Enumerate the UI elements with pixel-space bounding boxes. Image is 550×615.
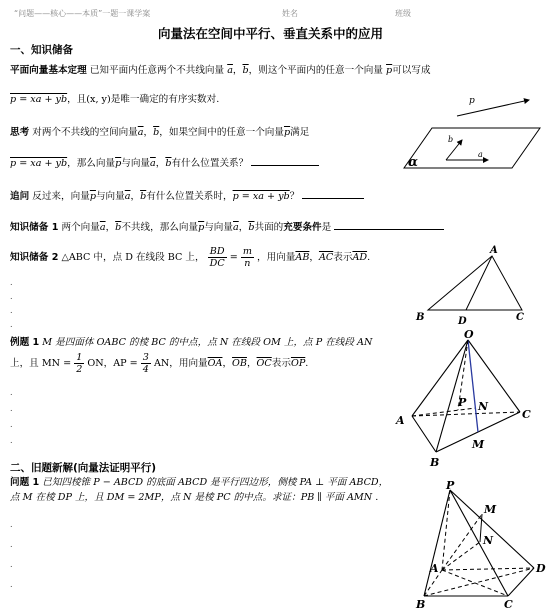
segment-om [468, 340, 478, 432]
blank-mark: . [10, 420, 13, 429]
plane-alpha [404, 128, 540, 168]
planar-theorem-line1: 平面向量基本定理 已知平面内任意两个不共线向量 $\overline{a}$，$\overline{b}$，则这个平面内的任意一个向量 $\overline{p}$可以写成 [10, 65, 431, 76]
triangle-abc [428, 256, 522, 310]
tetra-label-o: O [464, 328, 474, 341]
knowledge-2-line: 知识储备 2 △ABC 中，点 D 在线段 BC 上， $\frac{BD}{DC}$ = $\frac{m}{n}$ ，用向量$\overline{AB}$，$\overline{AC}$表示$\overline{AD}$. [10, 246, 371, 269]
page-title: 向量法在空间中平行、垂直关系中的应用 [158, 26, 384, 41]
pyr-label-c: C [504, 598, 513, 611]
vector-a-label: a [478, 150, 483, 159]
blank-mark: . [10, 540, 13, 549]
tetra-label-a: A [396, 414, 405, 427]
triangle-abc-figure [410, 244, 540, 326]
section-knowledge: 一、知识储备 [10, 44, 73, 56]
think-line2: p = xa + yb，那么向量$\overline{p}$与向量$\overline{a}$，$\overline{b}$有什么位置关系？ [10, 155, 319, 170]
pyr-label-p: P [446, 480, 455, 492]
vector-p-figure [455, 92, 535, 122]
tri-label-c: C [516, 312, 524, 323]
segment-ad [466, 256, 492, 310]
blank-mark: . [10, 320, 13, 329]
tetrahedron-figure [392, 328, 542, 468]
header-doc-title: “问题——核心——本质”一题一课学案 [14, 9, 151, 18]
pyr-label-n: N [483, 534, 494, 547]
pyramid-figure [412, 480, 550, 612]
knowledge-1-line: 知识储备 1 两个向量$\overline{a}$，$\overline{b}$不共线，那么向量$\overline{p}$与向量$\overline{a}$，$\overline{b}$共面的充要条件是 [10, 219, 444, 234]
vector-p-arrow [457, 100, 529, 116]
tri-label-d: D [458, 316, 467, 326]
header-class-label: 班级 [395, 9, 411, 18]
tri-label-a: A [490, 245, 498, 256]
tetra-label-b: B [430, 456, 440, 468]
blank-mark: . [10, 404, 13, 413]
problem-1-line2: 点 M 在棱 DP 上，且 DM = 2MP，点 N 是棱 PC 的中点。求证：PB ∥ 平面 AMN . [10, 492, 379, 503]
follow-up-line: 追问 反过来，向量$\overline{p}$与向量$\overline{a}$，$\overline{b}$有什么位置关系时，p = xa + yb？ [10, 188, 364, 203]
header-name-label: 姓名 [282, 9, 298, 18]
example-1-line1: 例题 1 M 是四面体 OABC 的棱 BC 的中点，点 N 在线段 OM 上，点 P 在线段 AN [10, 337, 373, 348]
vector-p-label: p [469, 96, 475, 106]
blank-mark: . [10, 278, 13, 287]
blank-mark: . [10, 560, 13, 569]
tetra-label-c: C [522, 408, 531, 421]
blank-mark: . [10, 306, 13, 315]
planar-theorem-line2: p = xa + yb，且(x, y)是唯一确定的有序实数对. [10, 94, 220, 105]
think-line1: 思考 对两个不共线的空间向量$\overline{a}$，$\overline{b}$，如果空间中的任意一个向量$\overline{p}$满足 [10, 127, 310, 138]
plane-alpha-figure [400, 122, 545, 174]
blank-mark: . [10, 436, 13, 445]
pyr-label-a: A [430, 562, 439, 575]
section-old-new: 二、旧题新解(向量法证明平行) [10, 462, 157, 474]
blank-mark: . [10, 388, 13, 397]
blank-mark: . [10, 292, 13, 301]
blank-mark: . [10, 520, 13, 529]
blank-mark: . [10, 580, 13, 589]
vector-b-label: b [448, 135, 454, 144]
pyr-label-d: D [536, 562, 546, 575]
problem-1-line1: 问题 1 已知四棱锥 P − ABCD 的底面 ABCD 是平行四边形，侧棱 PA ⊥ 平面 ABCD， [10, 477, 389, 488]
pyr-label-m: M [484, 503, 497, 516]
tetra-label-m: M [472, 438, 485, 451]
pyr-label-b: B [416, 598, 426, 611]
tetra-label-n: N [478, 400, 489, 413]
tri-label-b: B [416, 312, 425, 323]
tetra-label-p: P [458, 396, 467, 409]
alpha-label: α [408, 155, 419, 170]
example-1-line2: 上，且 MN = $\frac{1}{2}$ ON，AP = $\frac{3}{4}$ AN，用向量$\overline{OA}$，$\overline{OB}$，$\overline{OC}$表示$\overline{OP}$. [10, 352, 309, 375]
